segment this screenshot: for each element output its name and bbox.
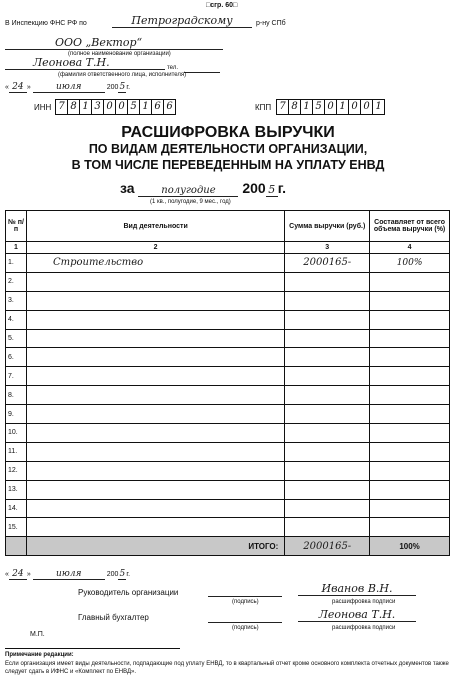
share-cell[interactable] [370, 461, 450, 480]
kpp-digit: 1 [375, 101, 382, 112]
date-month[interactable]: июля [33, 82, 105, 93]
share-cell[interactable] [370, 272, 450, 291]
table-row [6, 348, 450, 367]
accountant-name-caption: расшифровка подписи [332, 625, 396, 631]
document-title [0, 124, 456, 173]
sum-cell[interactable] [285, 291, 370, 310]
share-cell[interactable] [370, 329, 450, 348]
kpp-digit: 7 [277, 100, 289, 114]
activity-cell[interactable] [26, 461, 284, 480]
inn-digit: 6 [152, 100, 164, 114]
head-name-caption: расшифровка подписи [332, 599, 396, 605]
activity-cell[interactable] [26, 405, 284, 424]
period-field[interactable]: полугодие [138, 185, 238, 197]
activity-cell[interactable] [26, 386, 284, 405]
sum-cell[interactable] [285, 480, 370, 499]
inn-digit: 5 [128, 100, 140, 114]
activity-cell[interactable] [26, 442, 284, 461]
person-caption: (фамилия ответственного лица, исполнителя) [58, 72, 187, 78]
table-row [6, 272, 450, 291]
row-number: 8. [6, 386, 27, 405]
activity-cell[interactable] [26, 348, 284, 367]
table-row [6, 480, 450, 499]
row-number: 6. [6, 348, 27, 367]
inspection-suffix: р-ну СПб [256, 20, 286, 27]
share-cell[interactable] [370, 442, 450, 461]
title-line-1: РАСШИФРОВКА ВЫРУЧКИ [121, 124, 335, 141]
share-cell[interactable] [370, 424, 450, 443]
sum-cell[interactable] [285, 461, 370, 480]
total-label: ИТОГО: [26, 537, 284, 556]
share-cell[interactable] [370, 499, 450, 518]
accountant-label: Главный бухгалтер [78, 613, 149, 622]
organization-caption: (полное наименование организации) [68, 51, 171, 57]
table-row [6, 499, 450, 518]
row-number: 2. [6, 272, 27, 291]
accountant-signature-field[interactable] [208, 621, 282, 623]
period-year-digit[interactable]: 5 [266, 183, 278, 197]
sum-cell[interactable] [285, 367, 370, 386]
kpp-cells[interactable] [276, 99, 385, 115]
table-row [6, 405, 450, 424]
row-number: 7. [6, 367, 27, 386]
table-row [6, 424, 450, 443]
kpp-digit: 5 [313, 100, 325, 114]
share-cell[interactable] [370, 367, 450, 386]
note-divider [5, 648, 180, 649]
inn-label: ИНН [34, 103, 52, 112]
inn-digit: 0 [116, 100, 128, 114]
sum-cell[interactable]: 2000165- [285, 254, 370, 273]
col-number: 4 [370, 242, 450, 254]
table-row [6, 518, 450, 537]
tel-label: тел. [167, 65, 178, 71]
accountant-signature-caption: (подпись) [232, 625, 259, 631]
sum-cell[interactable] [285, 405, 370, 424]
row-number: 13. [6, 480, 27, 499]
row-number: 10. [6, 424, 27, 443]
row-number: 9. [6, 405, 27, 424]
kpp-digit: 0 [361, 100, 373, 114]
revenue-table [5, 210, 450, 556]
title-line-3: В ТОМ ЧИСЛЕ ПЕРЕВЕДЕННЫМ НА УПЛАТУ ЕНВД [71, 158, 385, 172]
table-row [6, 291, 450, 310]
share-cell[interactable] [370, 348, 450, 367]
row-number: 15. [6, 518, 27, 537]
col-header-share: Составляет от всего объема выручки (%) [370, 211, 450, 242]
col-header-sum: Сумма выручки (руб.) [285, 211, 370, 242]
tel-field[interactable] [184, 64, 220, 73]
date-day[interactable]: 24 [9, 82, 27, 93]
row-number: 1. [6, 254, 27, 273]
total-share[interactable]: 100% [370, 537, 450, 556]
col-number: 3 [285, 242, 370, 254]
footer-date: « 24 » июля 2005г. [5, 569, 131, 579]
activity-cell[interactable] [26, 310, 284, 329]
row-number: 12. [6, 461, 27, 480]
share-cell[interactable] [370, 386, 450, 405]
sum-cell[interactable] [285, 272, 370, 291]
report-date: « 24 » июля 2005г. [5, 82, 131, 92]
share-cell[interactable] [370, 291, 450, 310]
row-number: 4. [6, 310, 27, 329]
sum-cell[interactable] [285, 442, 370, 461]
row-number: 14. [6, 499, 27, 518]
table-row [6, 329, 450, 348]
share-cell[interactable] [370, 518, 450, 537]
sum-cell[interactable] [285, 386, 370, 405]
col-header-num: № п/п [6, 211, 27, 242]
table-row [6, 442, 450, 461]
footer-date-day[interactable]: 24 [9, 569, 27, 580]
row-number: 3. [6, 291, 27, 310]
footer-date-year-digit[interactable]: 5 [119, 569, 126, 579]
inn-digit: 8 [68, 100, 80, 114]
share-cell[interactable]: 100% [370, 254, 450, 273]
share-cell[interactable] [370, 310, 450, 329]
total-sum[interactable]: 2000165- [285, 537, 370, 556]
col-number: 2 [26, 242, 284, 254]
inspection-field[interactable]: Петроградскому [112, 14, 252, 28]
activity-cell[interactable] [26, 499, 284, 518]
sum-cell[interactable] [285, 518, 370, 537]
activity-cell[interactable] [26, 518, 284, 537]
inn-digit: 6 [166, 101, 173, 112]
head-signature-caption: (подпись) [232, 599, 259, 605]
kpp-digit: 0 [349, 100, 361, 114]
activity-cell[interactable] [26, 480, 284, 499]
total-row [6, 537, 450, 556]
activity-cell[interactable] [26, 291, 284, 310]
activity-cell[interactable] [26, 272, 284, 291]
inn-digit: 1 [80, 100, 92, 114]
inn-digit: 1 [140, 100, 152, 114]
inspection-label: В Инспекцию ФНС РФ по [5, 20, 87, 27]
activity-cell[interactable] [26, 367, 284, 386]
activity-cell[interactable] [26, 424, 284, 443]
table-row [6, 386, 450, 405]
sum-cell[interactable] [285, 310, 370, 329]
inn-cells[interactable] [55, 99, 176, 115]
kpp-label: КПП [255, 103, 272, 112]
date-year-digit[interactable]: 5 [119, 82, 126, 92]
head-label: Руководитель организации [78, 588, 179, 597]
checkbox-icon: □ [233, 2, 238, 9]
share-cell[interactable] [370, 405, 450, 424]
stamp-label: М.П. [30, 631, 45, 638]
footer-date-month[interactable]: июля [33, 569, 105, 580]
title-line-2: ПО ВИДАМ ДЕЯТЕЛЬНОСТИ ОРГАНИЗАЦИИ, [88, 142, 368, 156]
head-name-field[interactable]: Иванов В.Н. [298, 582, 416, 596]
sum-cell[interactable] [285, 424, 370, 443]
checkbox-icon: □ [206, 2, 211, 9]
note-title: Примечание редакции: [5, 652, 74, 658]
inn-digit: 7 [56, 100, 68, 114]
inn-digit: 0 [104, 100, 116, 114]
responsible-person-field[interactable]: Леонова Т.Н. [5, 56, 165, 70]
row-number: 5. [6, 329, 27, 348]
inn-digit: 3 [92, 100, 104, 114]
share-cell[interactable] [370, 480, 450, 499]
kpp-digit: 0 [325, 100, 337, 114]
sum-cell[interactable] [285, 499, 370, 518]
kpp-digit: 1 [337, 100, 349, 114]
accountant-name-field[interactable]: Леонова Т.Н. [298, 608, 416, 622]
note-text: Если организация имеет виды деятельности, подпадающие под уплату ЕНВД, то в квартальный отчет кроме основного комплекта отчетных документов также следует сдать в ИФНС и «Комплект по ЕНВД». [5, 661, 449, 675]
organization-field[interactable]: ООО „Вектор“ [5, 36, 223, 50]
table-row [6, 461, 450, 480]
period-caption: (1 кв., полугодие, 9 мес., год) [150, 199, 231, 205]
head-signature-field[interactable] [208, 595, 282, 597]
period-line: за полугодие 200 5 г. [120, 180, 287, 196]
activity-cell[interactable]: Строительство [26, 254, 284, 273]
activity-cell[interactable] [26, 329, 284, 348]
kpp-digit: 8 [289, 100, 301, 114]
table-row [6, 254, 450, 273]
table-row [6, 310, 450, 329]
page-number-label: □сгр. 60□ [206, 2, 238, 9]
col-number: 1 [6, 242, 27, 254]
row-number: 11. [6, 442, 27, 461]
sum-cell[interactable] [285, 348, 370, 367]
table-row [6, 367, 450, 386]
col-header-activity: Вид деятельности [26, 211, 284, 242]
sum-cell[interactable] [285, 329, 370, 348]
kpp-digit: 1 [301, 100, 313, 114]
